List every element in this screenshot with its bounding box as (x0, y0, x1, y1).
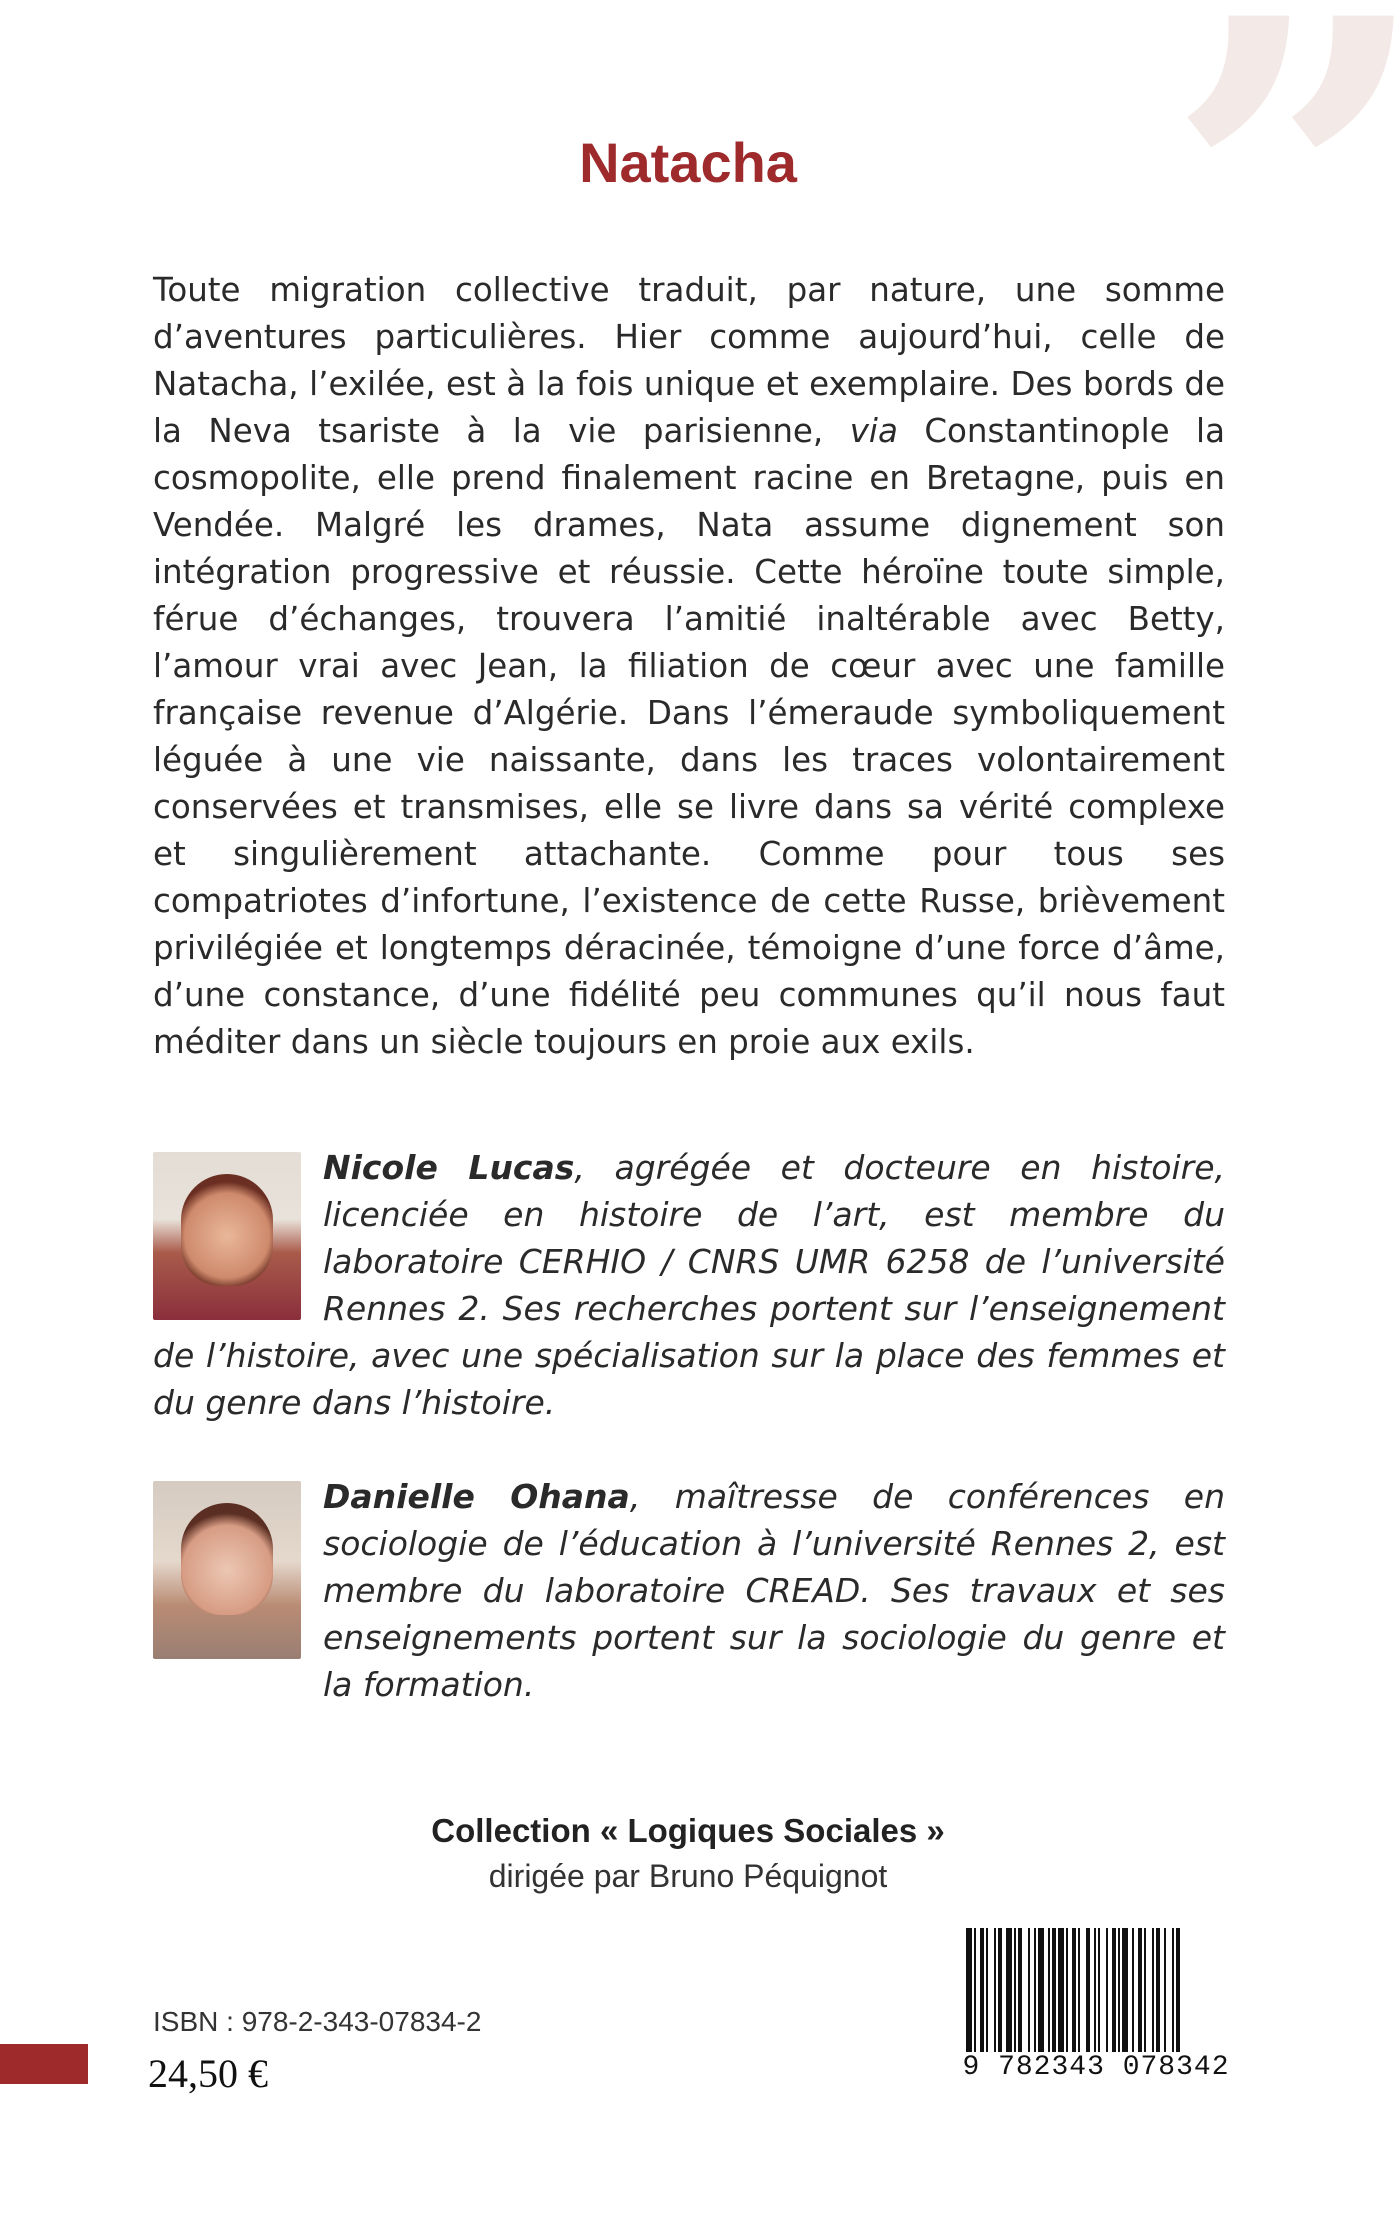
collection-name: Collection « Logiques Sociales » (431, 1812, 945, 1849)
isbn-label: ISBN : 978-2-343-07834-2 (153, 2006, 482, 2037)
barcode-bar (1038, 1928, 1044, 2052)
author-bio-text: , agrégée et docteure en histoire, licenciée en histoire de l’art, est membre du laboratoire CERHIO / CNRS UMR 6258 de l’université Rennes 2. Ses recherches portent sur l’enseignement de l’histoire, avec une spécialisation sur la place des femmes et du genre dans l’histoire. (153, 1148, 1226, 1422)
author-bio-1 (153, 1144, 1225, 1426)
barcode-bar (1086, 1928, 1090, 2052)
author-bio-2 (153, 1473, 1225, 1708)
barcode-bars (962, 1928, 1230, 2052)
barcode-bar (1048, 1928, 1050, 2052)
barcode-bar (1156, 1928, 1160, 2052)
author-photo (153, 1481, 301, 1659)
blurb-via: via (849, 411, 898, 450)
barcode-bar (1118, 1928, 1120, 2052)
barcode-bar (1138, 1928, 1142, 2052)
barcode-bar (998, 1928, 1002, 2052)
barcode-bar (974, 1928, 976, 2052)
barcode-bar (1144, 1928, 1146, 2052)
collection-director: dirigée par Bruno Péquignot (488, 1858, 888, 1894)
barcode-bar (1034, 1928, 1036, 2052)
author-photo (153, 1152, 301, 1320)
barcode-bar (986, 1928, 988, 2052)
collection-block (0, 1808, 1376, 1898)
barcode-bar (1106, 1928, 1108, 2052)
barcode-bar (1172, 1928, 1174, 2052)
barcode-digits: 9 782343 078342 (962, 2052, 1230, 2083)
barcode-bar (1072, 1928, 1076, 2052)
decorative-quote-icon: ” (1165, 0, 1390, 460)
barcode-bar (1058, 1928, 1064, 2052)
barcode-bar (1028, 1928, 1030, 2052)
barcode-bar (1078, 1928, 1080, 2052)
barcode-bar (966, 1928, 972, 2052)
author-bio-text: , maîtresse de conférences en sociologie de l’éducation à l’université Rennes 2, est membre du laboratoire CREAD. Ses travaux et ses enseignements portent sur la sociologie du genre et la formation. (323, 1477, 1225, 1704)
blurb-text-part2: Constantinople la cosmopolite, elle prend finalement racine en Bretagne, puis en Vendée. Malgré les drames, Nata assume dignement son intégration progressive et réussie. Cette héroïne toute simple, férue d’échanges, trouvera l’amitié inaltérable avec Betty, l’amour vrai avec Jean, la filiation de cœur avec une famille française revenue d’Algérie. Dans l’émeraude symboliquement léguée à une vie naissante, dans les traces volontairement conservées et transmises, elle se livre dans sa vérité complexe et singulièrement attachante. Comme pour tous ses compatriotes d’infortune, l’existence de cette Russe, brièvement privilégiée et longtemps déracinée, témoigne d’une force d’âme, d’une constance, d’une fidélité peu communes qu’il nous faut méditer dans un siècle toujours en proie aux exils. (153, 411, 1225, 1061)
barcode-bar (1176, 1928, 1180, 2052)
barcode-bar (1052, 1928, 1056, 2052)
barcode-bar (1098, 1928, 1100, 2052)
barcode-bar (1014, 1928, 1016, 2052)
price-label: 24,50 € (148, 2051, 268, 2096)
barcode-bar (1094, 1928, 1096, 2052)
barcode-bar (1066, 1928, 1068, 2052)
barcode-bar (980, 1928, 984, 2052)
barcode (962, 1928, 1230, 2092)
author-name: Danielle Ohana (323, 1477, 630, 1516)
barcode-bar (1006, 1928, 1012, 2052)
blurb-text-part1: Toute migration collective traduit, par nature, une somme d’aventures particulières. Hier comme aujourd’hui, celle de Natacha, l’exilée, est à la fois unique et exemplaire. Des bords de la Neva tsariste à la vie parisienne, (153, 270, 1225, 450)
book-title: Natacha (579, 130, 797, 194)
barcode-bar (1122, 1928, 1128, 2052)
accent-tab (0, 2044, 88, 2084)
barcode-bar (1112, 1928, 1116, 2052)
barcode-bar (1164, 1928, 1166, 2052)
barcode-bar (1152, 1928, 1154, 2052)
barcode-bar (1018, 1928, 1022, 2052)
back-cover-blurb (153, 267, 1225, 1066)
author-name: Nicole Lucas (323, 1148, 575, 1187)
barcode-bar (994, 1928, 996, 2052)
barcode-bar (1132, 1928, 1134, 2052)
